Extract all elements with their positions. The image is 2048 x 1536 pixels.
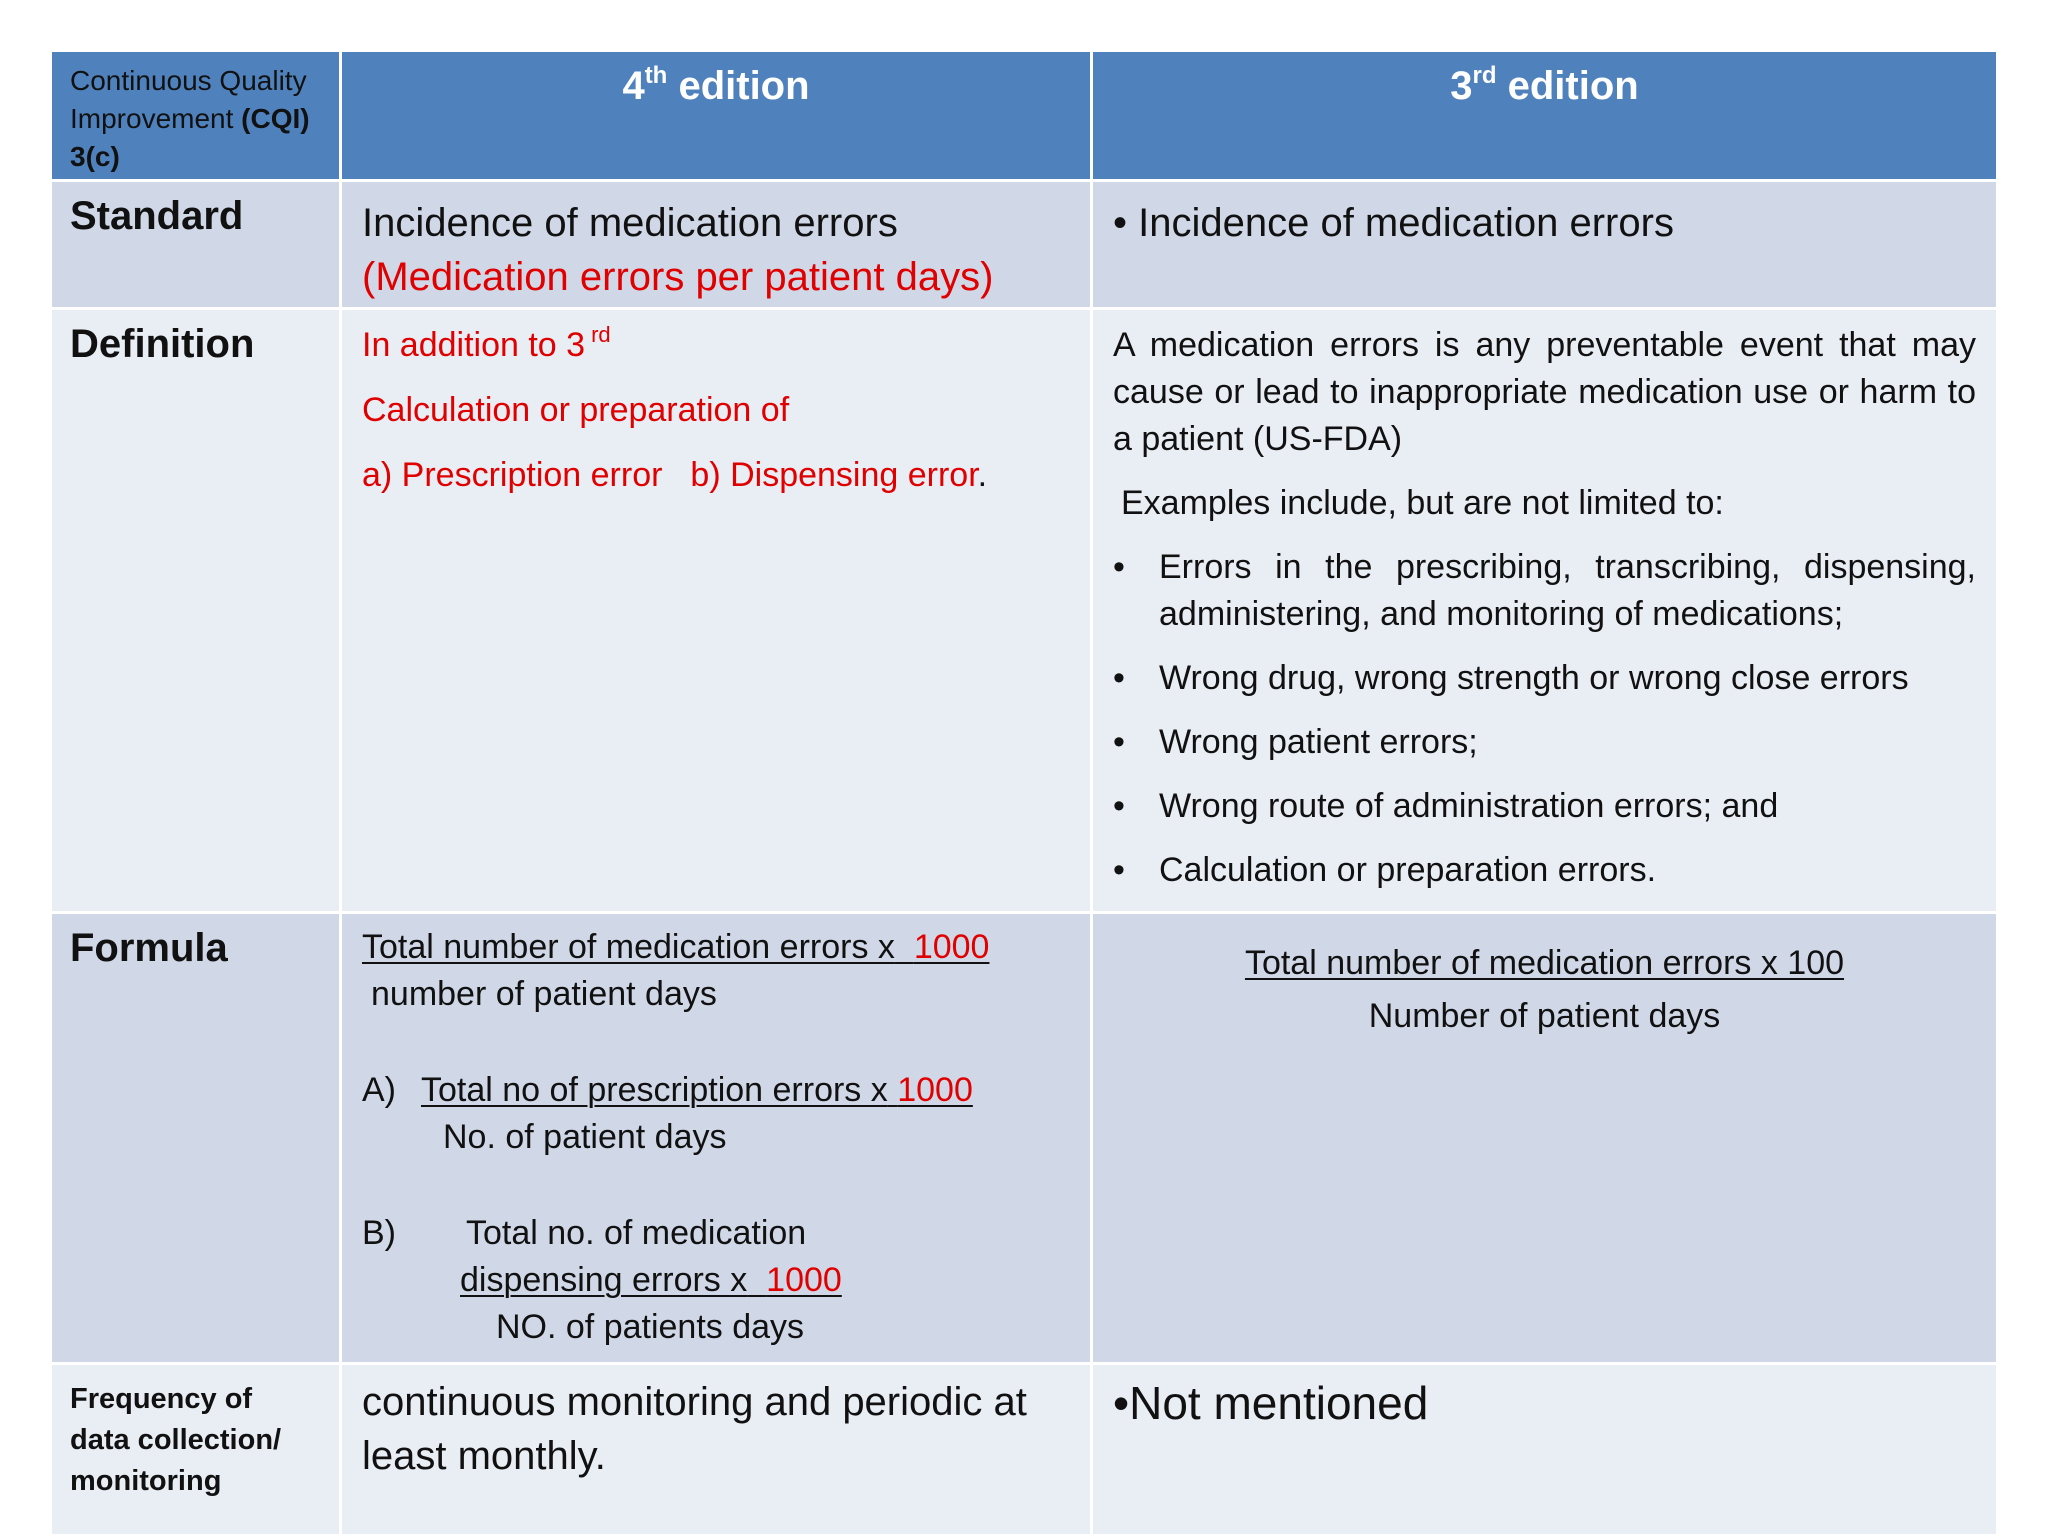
formula-b-denominator: NO. of patients days xyxy=(496,1308,805,1346)
header-3rd-sup: rd xyxy=(1472,62,1497,89)
frequency-3rd-cell xyxy=(1093,1365,1996,1534)
formula-main-denominator: number of patient days xyxy=(371,975,717,1013)
definition-4th-sup: rd xyxy=(591,322,611,347)
definition-bullet-text: Wrong patient errors; xyxy=(1159,723,1478,761)
bullet-dot-icon: • xyxy=(1113,659,1125,697)
header-4th-rest: edition xyxy=(667,64,810,108)
definition-bullet-item xyxy=(1113,783,1976,830)
standard-4th-line2: (Medication errors per patient days) xyxy=(362,255,994,299)
formula-b-line1: Total no. of medication xyxy=(466,1214,807,1252)
definition-4th-line1: In addition to 3 xyxy=(362,326,586,364)
definition-bullet-item xyxy=(1113,544,1976,638)
header-corner-line3: 3(c) xyxy=(70,141,120,172)
definition-bullet-text: Calculation or preparation errors. xyxy=(1159,851,1657,889)
standard-3rd-text: • Incidence of medication errors xyxy=(1113,201,1674,245)
definition-4th-prescription: a) Prescription error xyxy=(362,456,663,494)
header-4th-edition xyxy=(342,52,1090,179)
definition-bullet-item xyxy=(1113,719,1976,766)
formula-b-numerator: dispensing errors x xyxy=(460,1261,748,1299)
bullet-dot-icon: • xyxy=(1113,787,1125,825)
bullet-dot-icon: • xyxy=(1113,548,1125,586)
row-label-definition: Definition xyxy=(52,310,339,911)
standard-4th-cell xyxy=(342,182,1090,307)
definition-bullet-item xyxy=(1113,847,1976,894)
comparison-table xyxy=(52,52,1996,1536)
bullet-dot-icon: • xyxy=(1113,723,1125,761)
definition-3rd-examples: Examples include, but are not limited to: xyxy=(1121,484,1724,522)
definition-bullet-text: Errors in the prescribing, transcribing, dispensing, administering, and monitoring of medications; xyxy=(1159,548,1976,633)
frequency-4th-text: continuous monitoring and periodic at least monthly. xyxy=(362,1380,1027,1478)
header-corner-cell xyxy=(52,52,339,179)
formula-b-multiplier: 1000 xyxy=(766,1261,842,1299)
formula-main-numerator xyxy=(362,924,1070,971)
definition-3rd-cell xyxy=(1093,310,1996,911)
formula-3rd-numerator: Total number of medication errors x 100 xyxy=(1244,944,1845,982)
header-3rd-edition xyxy=(1093,52,1996,179)
header-4th-num: 4 xyxy=(622,64,645,108)
formula-3rd-cell xyxy=(1093,914,1996,1362)
header-3rd-rest: edition xyxy=(1496,64,1639,108)
header-corner-line2: Improvement xyxy=(70,103,242,134)
standard-3rd-cell xyxy=(1093,182,1996,307)
standard-4th-line1: Incidence of medication errors xyxy=(362,201,898,245)
frequency-4th-cell xyxy=(342,1365,1090,1534)
row-label-frequency xyxy=(52,1365,339,1534)
formula-a-multiplier: 1000 xyxy=(897,1071,973,1109)
frequency-label-line2: data collection/ xyxy=(70,1424,282,1456)
formula-4th-cell xyxy=(342,914,1090,1362)
header-4th-sup: th xyxy=(644,62,668,89)
formula-a-label: A) xyxy=(362,1071,396,1109)
definition-4th-line2: Calculation or preparation of xyxy=(362,391,790,429)
definition-4th-dispensing: b) Dispensing error xyxy=(690,456,978,494)
definition-bullet-text: Wrong drug, wrong strength or wrong close errors xyxy=(1159,659,1909,697)
formula-a-denominator: No. of patient days xyxy=(443,1118,727,1156)
definition-bullet-item xyxy=(1113,655,1976,702)
formula-b-label: B) xyxy=(362,1214,396,1252)
frequency-label-line1: Frequency of xyxy=(70,1383,253,1415)
definition-bullet-text: Wrong route of administration errors; and xyxy=(1159,787,1779,825)
row-label-standard: Standard xyxy=(52,182,339,307)
row-label-formula: Formula xyxy=(52,914,339,1362)
frequency-label-line3: monitoring xyxy=(70,1465,222,1497)
definition-3rd-intro: A medication errors is any preventable event that may cause or lead to inappropriate medication use or harm to a patient (US-FDA) xyxy=(1113,326,1976,458)
formula-main-num-text: Total number of medication errors x xyxy=(362,928,895,966)
header-corner-line1: Continuous Quality xyxy=(70,65,307,96)
formula-3rd-denominator: Number of patient days xyxy=(1368,997,1721,1035)
header-corner-cqi: (CQI) xyxy=(241,103,310,134)
bullet-dot-icon: • xyxy=(1113,851,1125,889)
header-3rd-num: 3 xyxy=(1450,64,1473,108)
formula-main-multiplier: 1000 xyxy=(913,928,990,966)
formula-a-numerator: Total no of prescription errors x xyxy=(421,1071,888,1109)
definition-4th-period: . xyxy=(977,456,988,494)
frequency-3rd-text: •Not mentioned xyxy=(1113,1377,1429,1429)
definition-4th-cell xyxy=(342,310,1090,911)
